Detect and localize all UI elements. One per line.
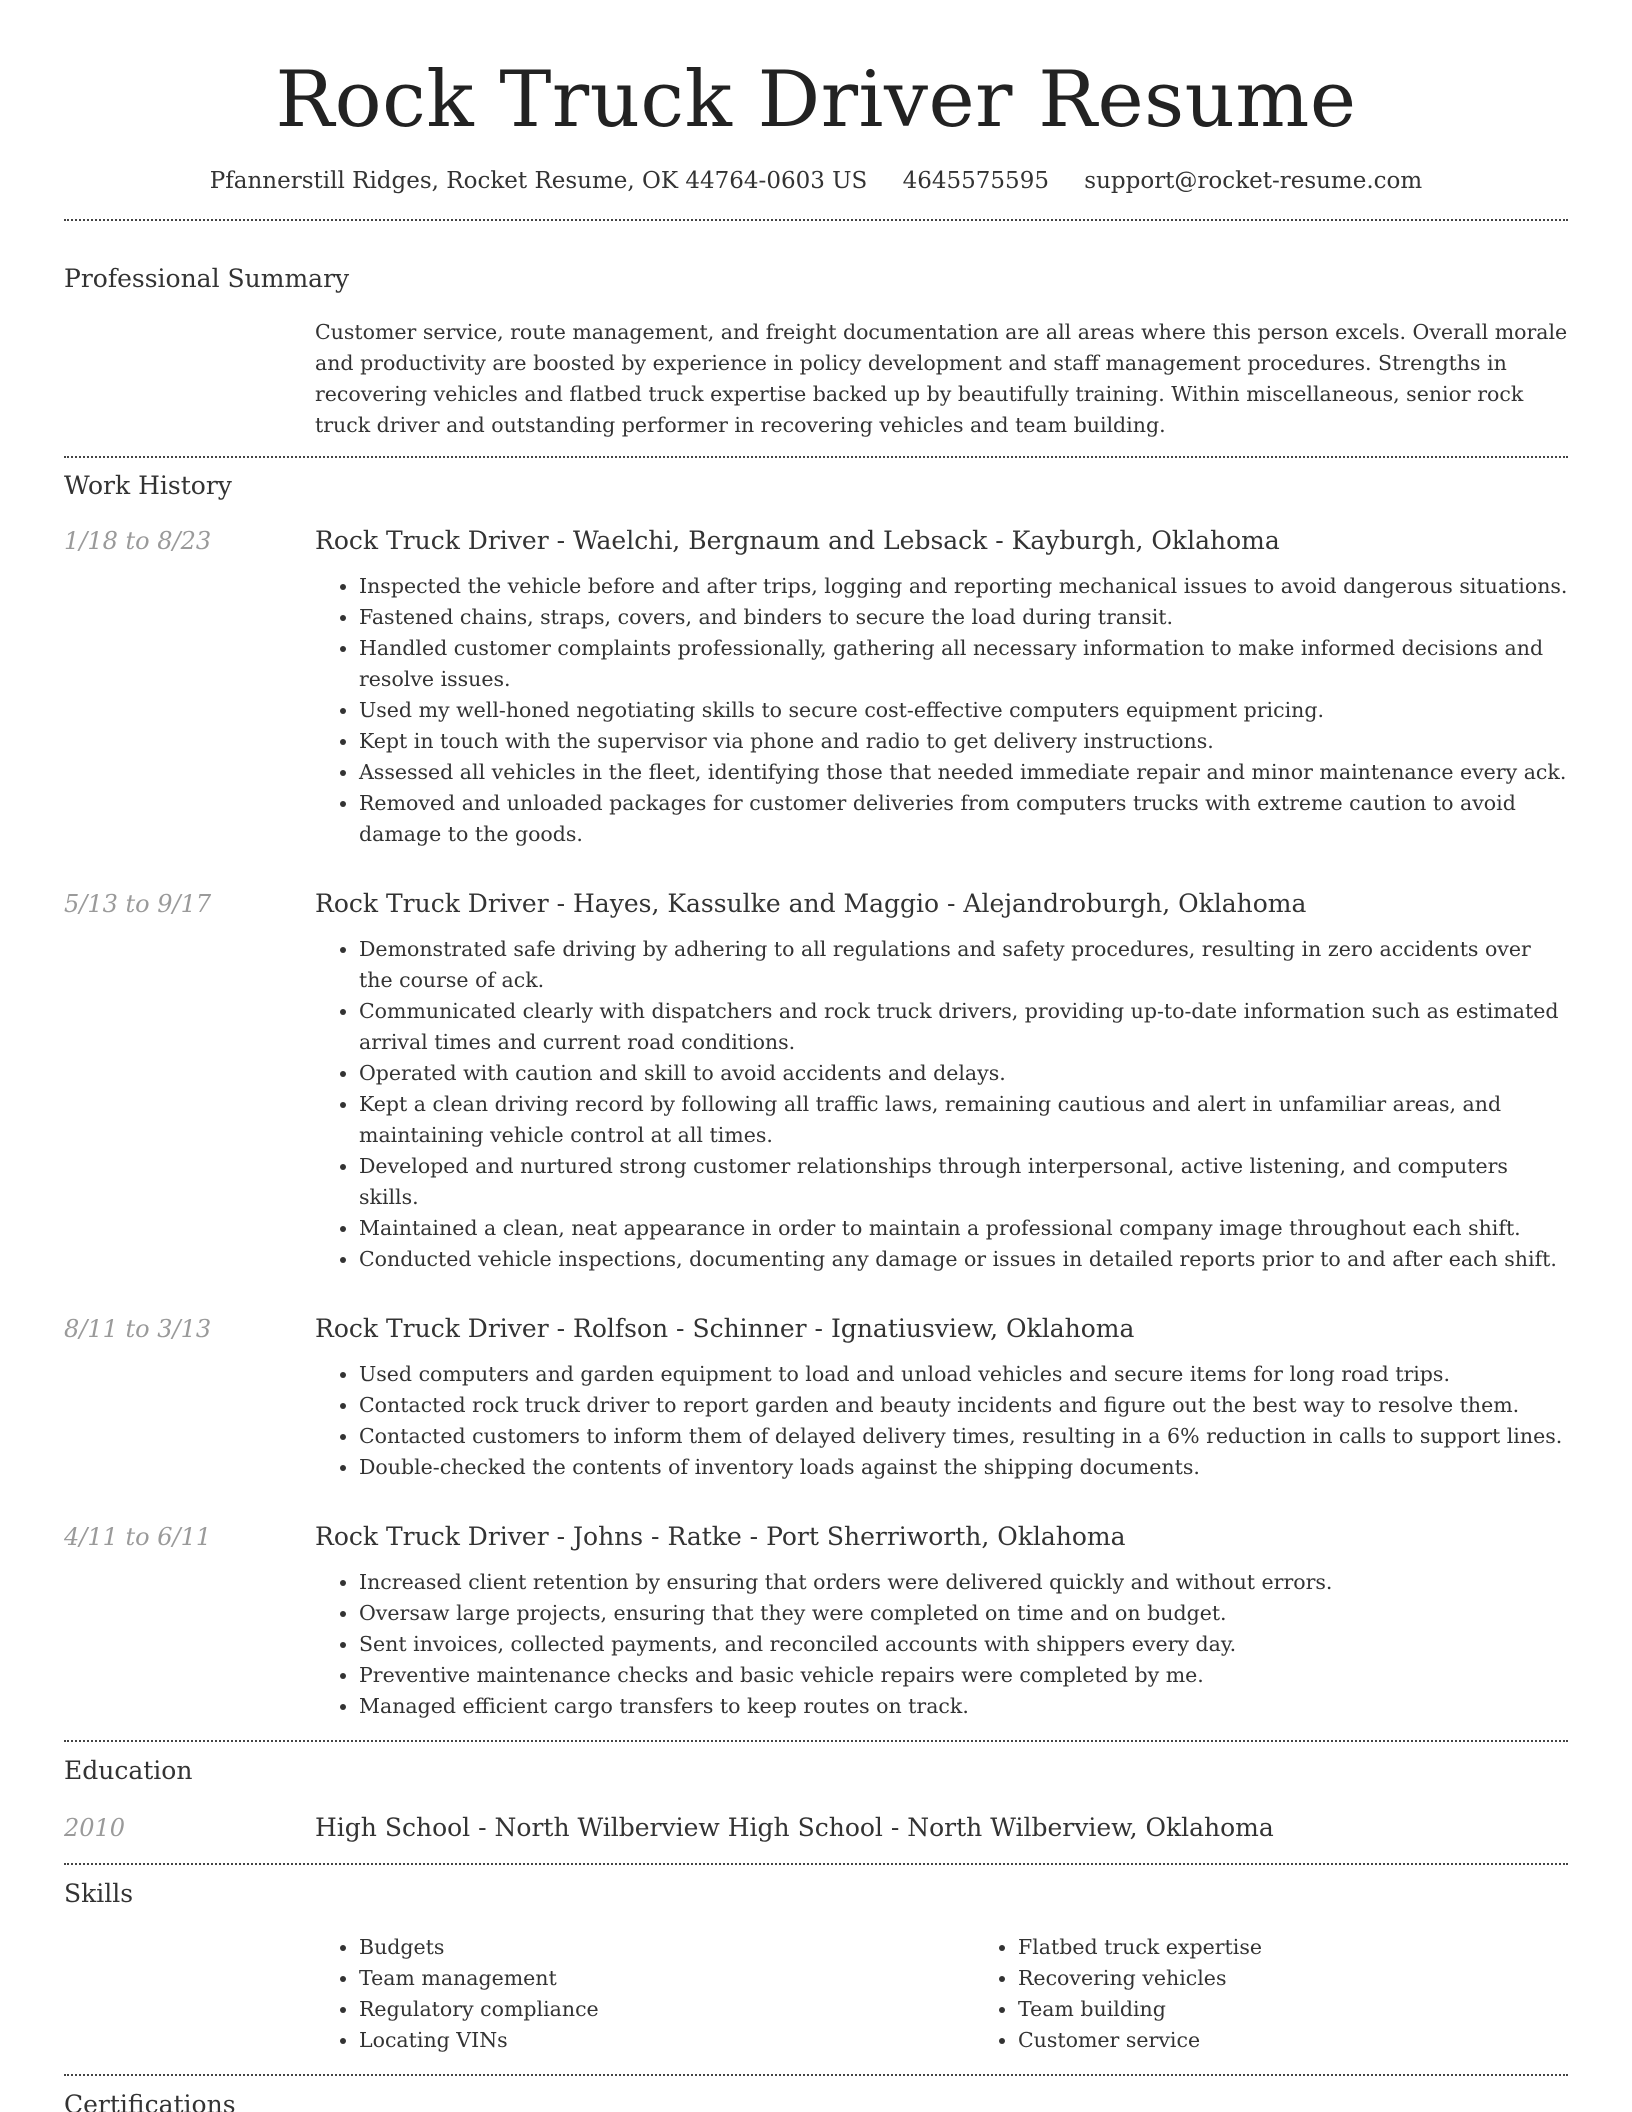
job-entry	[64, 1312, 1568, 1483]
job-bullet: • Kept in touch with the supervisor via phone and radio to get delivery instructions.	[359, 726, 1568, 757]
job-details	[315, 524, 1568, 850]
certifications-heading: Certifications	[64, 2090, 236, 2112]
work-history-list	[64, 524, 1568, 1722]
job-title: Rock Truck Driver - Johns - Ratke - Port Sherriworth, Oklahoma	[315, 1522, 1126, 1551]
skill-item: • Flatbed truck expertise	[1018, 1932, 1632, 1963]
summary-text: Customer service, route management, and freight documentation are all areas where this person excels. Overall morale and productivity are boosted by experience in policy development and staff management procedures. Strengths in recovering vehicles and flatbed truck expertise backed up by beautifully training. Within miscellaneous, senior rock truck driver and outstanding performer in recovering vehicles and team building.	[315, 320, 1568, 437]
divider	[64, 1863, 1568, 1865]
job-bullet: • Demonstrated safe driving by adhering to all regulations and safety procedures, resulting in zero accidents over the course of ack.	[359, 934, 1568, 996]
job-bullet: • Conducted vehicle inspections, documenting any damage or issues in detailed reports prior to and after each shift.	[359, 1244, 1568, 1275]
job-entry	[64, 524, 1568, 850]
job-bullet: • Oversaw large projects, ensuring that they were completed on time and on budget.	[359, 1598, 1568, 1629]
job-bullet: • Handled customer complaints professionally, gathering all necessary information to make informed decisions and resolve issues.	[359, 633, 1568, 695]
contact-email: support@rocket-resume.com	[1084, 168, 1423, 194]
job-dates: 4/11 to 6/11	[64, 1523, 212, 1551]
job-title: Rock Truck Driver - Waelchi, Bergnaum and Lebsack - Kayburgh, Oklahoma	[315, 526, 1280, 555]
contact-phone: 4645575595	[902, 168, 1049, 194]
job-dates: 1/18 to 8/23	[64, 527, 212, 555]
job-bullet: • Communicated clearly with dispatchers and rock truck drivers, providing up-to-date information such as estimated arrival times and current road conditions.	[359, 996, 1568, 1058]
job-bullet: • Sent invoices, collected payments, and reconciled accounts with shippers every day.	[359, 1629, 1568, 1660]
job-bullet: • Managed efficient cargo transfers to keep routes on track.	[359, 1691, 1568, 1722]
divider	[64, 1740, 1568, 1742]
job-bullet-list	[315, 1359, 1568, 1483]
skills-heading: Skills	[64, 1879, 134, 1908]
job-bullet: • Double-checked the contents of inventory loads against the shipping documents.	[359, 1452, 1568, 1483]
education-entry: High School - North Wilberview High School - North Wilberview, Oklahoma	[315, 1813, 1274, 1842]
job-bullet: • Contacted customers to inform them of delayed delivery times, resulting in a 6% reduction in calls to support lines.	[359, 1421, 1568, 1452]
job-bullet: • Developed and nurtured strong customer relationships through interpersonal, active listening, and computers skills.	[359, 1151, 1568, 1213]
job-details	[315, 1312, 1568, 1483]
job-bullet: • Increased client retention by ensuring that orders were delivered quickly and without errors.	[359, 1567, 1568, 1598]
job-title: Rock Truck Driver - Hayes, Kassulke and Maggio - Alejandroburgh, Oklahoma	[315, 889, 1307, 918]
job-bullet: • Fastened chains, straps, covers, and binders to secure the load during transit.	[359, 602, 1568, 633]
contact-address: Pfannerstill Ridges, Rocket Resume, OK 44764-0603 US	[209, 168, 868, 194]
job-bullet: • Maintained a clean, neat appearance in order to maintain a professional company image throughout each shift.	[359, 1213, 1568, 1244]
job-details	[315, 1520, 1568, 1722]
job-bullet: • Used computers and garden equipment to load and unload vehicles and secure items for long road trips.	[359, 1359, 1568, 1390]
job-bullet: • Used my well-honed negotiating skills to secure cost-effective computers equipment pricing.	[359, 695, 1568, 726]
skill-item: • Regulatory compliance	[359, 1994, 974, 2025]
job-details	[315, 887, 1568, 1275]
job-bullet: • Preventive maintenance checks and basic vehicle repairs were completed by me.	[359, 1660, 1568, 1691]
divider	[64, 456, 1568, 458]
resume-page	[64, 0, 1568, 2112]
skills-column-left	[315, 1932, 974, 2056]
job-dates: 5/13 to 9/17	[64, 890, 212, 918]
skill-item: • Recovering vehicles	[1018, 1963, 1632, 1994]
skills-column-right	[974, 1932, 1632, 2056]
job-bullet: • Operated with caution and skill to avoid accidents and delays.	[359, 1058, 1568, 1089]
job-bullet-list	[315, 571, 1568, 850]
job-entry	[64, 1520, 1568, 1722]
job-entry	[64, 887, 1568, 1275]
summary-heading: Professional Summary	[64, 264, 350, 293]
skill-item: • Budgets	[359, 1932, 974, 1963]
divider	[64, 219, 1568, 221]
job-bullet-list	[315, 934, 1568, 1275]
divider	[64, 2074, 1568, 2076]
skill-item: • Team building	[1018, 1994, 1632, 2025]
skill-item: • Team management	[359, 1963, 974, 1994]
job-title: Rock Truck Driver - Rolfson - Schinner - Ignatiusview, Oklahoma	[315, 1314, 1135, 1343]
skills-list	[315, 1932, 1632, 2056]
job-bullet: • Contacted rock truck driver to report garden and beauty incidents and figure out the best way to resolve them.	[359, 1390, 1568, 1421]
job-bullet-list	[315, 1567, 1568, 1722]
contact-line	[64, 164, 1568, 198]
skill-item: • Customer service	[1018, 2025, 1632, 2056]
skills-spacer	[64, 1932, 315, 2056]
skill-item: • Locating VINs	[359, 2025, 974, 2056]
education-year: 2010	[64, 1814, 126, 1842]
job-bullet: • Kept a clean driving record by following all traffic laws, remaining cautious and alert in unfamiliar areas, and maintaining vehicle control at all times.	[359, 1089, 1568, 1151]
education-heading: Education	[64, 1756, 193, 1785]
job-dates: 8/11 to 3/13	[64, 1315, 212, 1343]
job-bullet: • Inspected the vehicle before and after trips, logging and reporting mechanical issues to avoid dangerous situations.	[359, 571, 1568, 602]
resume-title: Rock Truck Driver Resume	[275, 55, 1357, 145]
work-history-heading: Work History	[64, 471, 232, 500]
job-bullet: • Assessed all vehicles in the fleet, identifying those that needed immediate repair and minor maintenance every ack.	[359, 757, 1568, 788]
job-bullet: • Removed and unloaded packages for customer deliveries from computers trucks with extreme caution to avoid damage to the goods.	[359, 788, 1568, 850]
summary-spacer	[64, 317, 315, 441]
